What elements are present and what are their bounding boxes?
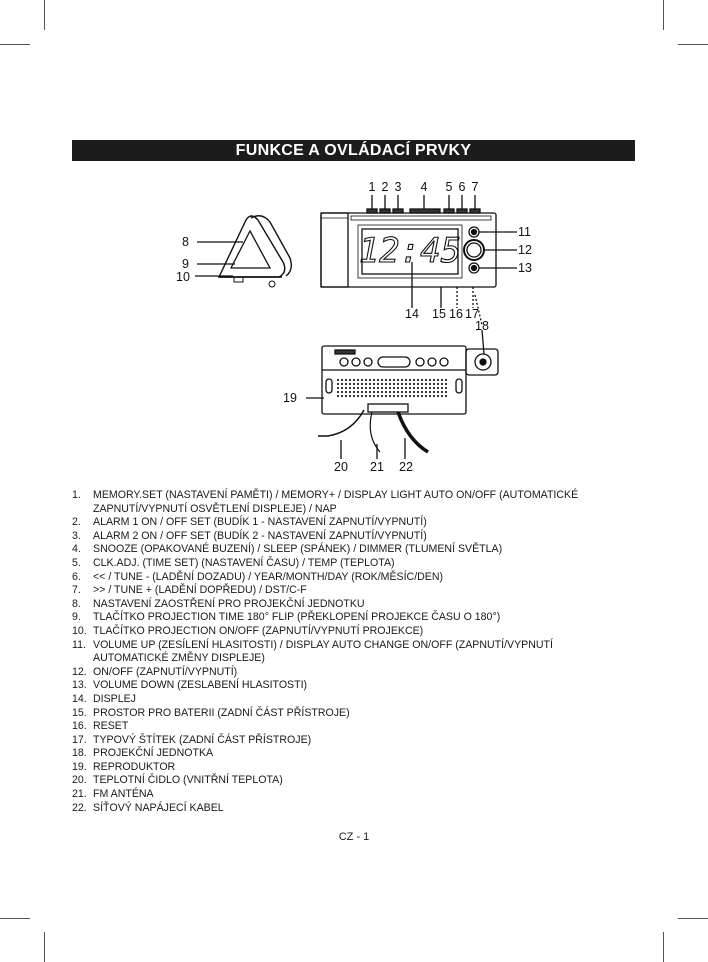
grille-dot: [337, 379, 339, 381]
grille-dot: [401, 395, 403, 397]
grille-dot: [357, 387, 359, 389]
grille-dot: [441, 383, 443, 385]
grille-dot: [349, 379, 351, 381]
label-22: 22: [399, 460, 413, 474]
grille-dot: [413, 387, 415, 389]
rear-view: [306, 330, 498, 459]
grille-dot: [365, 379, 367, 381]
grille-dot: [405, 379, 407, 381]
grille-dot: [433, 395, 435, 397]
grille-dot: [357, 379, 359, 381]
grille-dot: [337, 383, 339, 385]
grille-dot: [401, 391, 403, 393]
item-number: 16.: [72, 720, 87, 733]
grille-dot: [425, 387, 427, 389]
crop-mark: [0, 44, 30, 45]
grille-dot: [353, 383, 355, 385]
list-item: [72, 747, 672, 761]
grille-dot: [357, 383, 359, 385]
label-15: 15: [432, 307, 446, 321]
item-number: 2.: [72, 516, 81, 529]
item-number: 20.: [72, 774, 87, 787]
grille-dot: [357, 391, 359, 393]
item-number: 12.: [72, 665, 87, 678]
crop-mark: [678, 44, 708, 45]
grille-dot: [417, 395, 419, 397]
grille-dot: [345, 383, 347, 385]
grille-dot: [397, 395, 399, 397]
label-13: 13: [518, 261, 532, 275]
label-20: 20: [334, 460, 348, 474]
grille-dot: [425, 383, 427, 385]
grille-dot: [365, 395, 367, 397]
grille-dot: [433, 391, 435, 393]
grille-dot: [381, 387, 383, 389]
grille-dot: [349, 391, 351, 393]
grille-dot: [401, 383, 403, 385]
grille-dot: [345, 379, 347, 381]
grille-dot: [421, 387, 423, 389]
grille-dot: [409, 379, 411, 381]
item-number: 15.: [72, 706, 87, 719]
list-item: [72, 720, 672, 734]
label-12: 12: [518, 243, 532, 257]
grille-dot: [421, 379, 423, 381]
list-item: [72, 734, 672, 748]
grille-dot: [385, 391, 387, 393]
item-number: 18.: [72, 747, 87, 760]
grille-dot: [337, 387, 339, 389]
list-item: [72, 516, 672, 530]
item-text: SÍŤOVÝ NAPÁJECÍ KABEL: [93, 801, 224, 814]
speaker-grille: [337, 379, 447, 397]
grille-dot: [409, 387, 411, 389]
grille-dot: [385, 379, 387, 381]
item-text-continued: AUTOMATICKÉ ZMĚNY DISPLEJE): [93, 652, 265, 665]
grille-dot: [341, 387, 343, 389]
list-item: [72, 761, 672, 775]
grille-dot: [441, 387, 443, 389]
label-6: 6: [458, 180, 466, 194]
grille-dot: [353, 379, 355, 381]
page-number: CZ - 1: [338, 831, 370, 843]
grille-dot: [389, 395, 391, 397]
grille-dot: [369, 387, 371, 389]
grille-dot: [405, 395, 407, 397]
grille-dot: [349, 383, 351, 385]
list-item: [72, 530, 672, 544]
grille-dot: [389, 379, 391, 381]
item-number: 21.: [72, 788, 87, 801]
grille-dot: [437, 383, 439, 385]
grille-dot: [433, 387, 435, 389]
label-19: 19: [283, 391, 297, 405]
grille-dot: [425, 379, 427, 381]
grille-dot: [341, 383, 343, 385]
grille-dot: [425, 395, 427, 397]
grille-dot: [369, 391, 371, 393]
grille-dot: [429, 383, 431, 385]
grille-dot: [405, 383, 407, 385]
label-10: 10: [176, 270, 190, 284]
item-text: NASTAVENÍ ZAOSTŘENÍ PRO PROJEKČNÍ JEDNOTKU: [93, 597, 365, 610]
section-title-bar: [72, 140, 635, 161]
item-number: 7.: [72, 584, 81, 597]
label-4: 4: [420, 180, 428, 194]
crop-mark: [663, 0, 664, 30]
grille-dot: [361, 379, 363, 381]
grille-dot: [341, 395, 343, 397]
item-text: REPRODUKTOR: [93, 760, 176, 773]
grille-dot: [393, 391, 395, 393]
grille-dot: [361, 383, 363, 385]
grille-dot: [381, 383, 383, 385]
list-item: [72, 666, 672, 680]
grille-dot: [429, 395, 431, 397]
grille-dot: [437, 395, 439, 397]
item-text: VOLUME UP (ZESÍLENÍ HLASITOSTI) / DISPLAY AUTO CHANGE ON/OFF (ZAPNUTÍ/VYPNUTÍ: [93, 638, 553, 651]
grille-dot: [381, 395, 383, 397]
grille-dot: [373, 383, 375, 385]
item-text: >> / TUNE + (LADĚNÍ DOPŘEDU) / DST/C-F: [93, 584, 307, 597]
grille-dot: [365, 387, 367, 389]
grille-dot: [353, 395, 355, 397]
list-item: [72, 489, 672, 516]
grille-dot: [429, 379, 431, 381]
grille-dot: [413, 383, 415, 385]
grille-dot: [385, 387, 387, 389]
label-3: 3: [394, 180, 402, 194]
grille-dot: [377, 395, 379, 397]
item-text: CLK.ADJ. (TIME SET) (NASTAVENÍ ČASU) / TEMP (TEPLOTA): [93, 556, 395, 569]
grille-dot: [421, 391, 423, 393]
grille-dot: [413, 379, 415, 381]
label-5: 5: [445, 180, 453, 194]
item-text: TLAČÍTKO PROJECTION ON/OFF (ZAPNUTÍ/VYPNUTÍ PROJEKCE): [93, 624, 424, 637]
grille-dot: [409, 391, 411, 393]
grille-dot: [401, 379, 403, 381]
display-time: 12:45: [358, 231, 462, 271]
item-text: PROJEKČNÍ JEDNOTKA: [93, 747, 214, 760]
grille-dot: [349, 395, 351, 397]
grille-dot: [345, 395, 347, 397]
item-number: 19.: [72, 760, 87, 773]
list-item: [72, 707, 672, 721]
grille-dot: [421, 395, 423, 397]
list-item: [72, 557, 672, 571]
grille-dot: [397, 391, 399, 393]
item-number: 8.: [72, 597, 81, 610]
grille-dot: [361, 387, 363, 389]
grille-dot: [353, 391, 355, 393]
grille-dot: [437, 387, 439, 389]
grille-dot: [417, 383, 419, 385]
grille-dot: [373, 387, 375, 389]
grille-dot: [445, 383, 447, 385]
list-item: [72, 639, 672, 666]
item-text: SNOOZE (OPAKOVANÉ BUZENÍ) / SLEEP (SPÁNEK) / DIMMER (TLUMENÍ SVĚTLA): [93, 543, 503, 556]
grille-dot: [385, 383, 387, 385]
label-2: 2: [381, 180, 389, 194]
grille-dot: [393, 395, 395, 397]
grille-dot: [377, 379, 379, 381]
item-number: 3.: [72, 529, 81, 542]
grille-dot: [389, 383, 391, 385]
item-text: RESET: [93, 720, 129, 733]
grille-dot: [409, 383, 411, 385]
grille-dot: [441, 391, 443, 393]
item-number: 4.: [72, 543, 81, 556]
label-18: 18: [475, 319, 489, 333]
grille-dot: [345, 391, 347, 393]
grille-dot: [413, 395, 415, 397]
list-item: [72, 571, 672, 585]
crop-mark: [663, 932, 664, 962]
label-14: 14: [405, 307, 419, 321]
grille-dot: [393, 387, 395, 389]
grille-dot: [369, 395, 371, 397]
grille-dot: [397, 383, 399, 385]
grille-dot: [361, 391, 363, 393]
grille-dot: [377, 387, 379, 389]
grille-dot: [437, 379, 439, 381]
grille-dot: [369, 383, 371, 385]
list-item: [72, 802, 672, 816]
grille-dot: [401, 387, 403, 389]
item-number: 10.: [72, 624, 87, 637]
grille-dot: [425, 391, 427, 393]
grille-dot: [357, 395, 359, 397]
grille-dot: [393, 379, 395, 381]
grille-dot: [397, 379, 399, 381]
label-7: 7: [471, 180, 479, 194]
grille-dot: [441, 395, 443, 397]
item-text: MEMORY.SET (NASTAVENÍ PAMĚTI) / MEMORY+ / DISPLAY LIGHT AUTO ON/OFF (AUTOMATICKÉ: [93, 489, 579, 501]
grille-dot: [445, 387, 447, 389]
item-number: 11.: [72, 638, 86, 651]
grille-dot: [353, 387, 355, 389]
item-text: TLAČÍTKO PROJECTION TIME 180° FLIP (PŘEKLOPENÍ PROJEKCE ČASU O 180°): [93, 611, 501, 624]
grille-dot: [381, 379, 383, 381]
grille-dot: [405, 387, 407, 389]
device-diagram: [0, 170, 708, 480]
list-item: [72, 625, 672, 639]
item-text: << / TUNE - (LADĚNÍ DOZADU) / YEAR/MONTH/DAY (ROK/MĚSÍC/DEN): [93, 570, 444, 583]
item-text: ALARM 2 ON / OFF SET (BUDÍK 2 - NASTAVENÍ ZAPNUTÍ/VYPNUTÍ): [93, 529, 427, 542]
item-number: 6.: [72, 570, 81, 583]
crop-mark: [0, 918, 30, 919]
grille-dot: [361, 395, 363, 397]
side-view: [195, 216, 291, 287]
label-21: 21: [370, 460, 384, 474]
grille-dot: [385, 395, 387, 397]
grille-dot: [337, 391, 339, 393]
grille-dot: [341, 391, 343, 393]
grille-dot: [441, 379, 443, 381]
grille-dot: [337, 395, 339, 397]
list-item: [72, 543, 672, 557]
grille-dot: [417, 379, 419, 381]
grille-dot: [421, 383, 423, 385]
crop-mark: [44, 932, 45, 962]
grille-dot: [445, 379, 447, 381]
label-16: 16: [449, 307, 463, 321]
grille-dot: [365, 383, 367, 385]
list-item: [72, 598, 672, 612]
item-text-continued: ZAPNUTÍ/VYPNUTÍ OSVĚTLENÍ DISPLEJE) / NAP: [93, 502, 337, 515]
item-number: 22.: [72, 801, 87, 814]
grille-dot: [445, 395, 447, 397]
item-number: 13.: [72, 679, 87, 692]
item-number: 1.: [72, 489, 81, 501]
item-number: 14.: [72, 692, 87, 705]
item-text: TEPLOTNÍ ČIDLO (VNITŘNÍ TEPLOTA): [93, 774, 283, 787]
label-1: 1: [368, 180, 376, 194]
list-item: [72, 584, 672, 598]
list-item: [72, 774, 672, 788]
item-number: 17.: [72, 733, 87, 746]
grille-dot: [377, 383, 379, 385]
item-text: DISPLEJ: [93, 692, 136, 705]
grille-dot: [345, 387, 347, 389]
list-item: [72, 788, 672, 802]
crop-mark: [44, 0, 45, 30]
label-9: 9: [182, 257, 189, 271]
parts-list: [72, 489, 672, 815]
list-item: [72, 679, 672, 693]
grille-dot: [373, 379, 375, 381]
section-title: FUNKCE A OVLÁDACÍ PRVKY: [235, 142, 472, 159]
grille-dot: [373, 395, 375, 397]
label-17: 17: [465, 307, 479, 321]
label-8: 8: [182, 235, 189, 249]
grille-dot: [429, 391, 431, 393]
grille-dot: [437, 391, 439, 393]
grille-dot: [429, 387, 431, 389]
grille-dot: [433, 383, 435, 385]
grille-dot: [409, 395, 411, 397]
callout-labels: [176, 180, 532, 474]
item-number: 5.: [72, 556, 81, 569]
grille-dot: [417, 387, 419, 389]
label-11: 11: [518, 225, 531, 239]
item-text: ALARM 1 ON / OFF SET (BUDÍK 1 - NASTAVENÍ ZAPNUTÍ/VYPNUTÍ): [93, 516, 427, 529]
grille-dot: [381, 391, 383, 393]
item-text: ON/OFF (ZAPNUTÍ/VYPNUTÍ): [93, 665, 238, 678]
item-text: FM ANTÉNA: [93, 788, 154, 801]
item-text: PROSTOR PRO BATERII (ZADNÍ ČÁST PŘÍSTROJE): [93, 706, 350, 719]
item-text: TYPOVÝ ŠTÍTEK (ZADNÍ ČÁST PŘÍSTROJE): [93, 733, 312, 746]
grille-dot: [341, 379, 343, 381]
grille-dot: [397, 387, 399, 389]
grille-dot: [445, 391, 447, 393]
grille-dot: [413, 391, 415, 393]
grille-dot: [349, 387, 351, 389]
grille-dot: [393, 383, 395, 385]
grille-dot: [365, 391, 367, 393]
grille-dot: [389, 391, 391, 393]
grille-dot: [389, 387, 391, 389]
grille-dot: [405, 391, 407, 393]
grille-dot: [369, 379, 371, 381]
grille-dot: [377, 391, 379, 393]
item-text: VOLUME DOWN (ZESLABENÍ HLASITOSTI): [93, 679, 308, 692]
list-item: [72, 693, 672, 707]
grille-dot: [417, 391, 419, 393]
grille-dot: [433, 379, 435, 381]
item-number: 9.: [72, 611, 81, 624]
list-item: [72, 611, 672, 625]
grille-dot: [373, 391, 375, 393]
crop-mark: [678, 918, 708, 919]
